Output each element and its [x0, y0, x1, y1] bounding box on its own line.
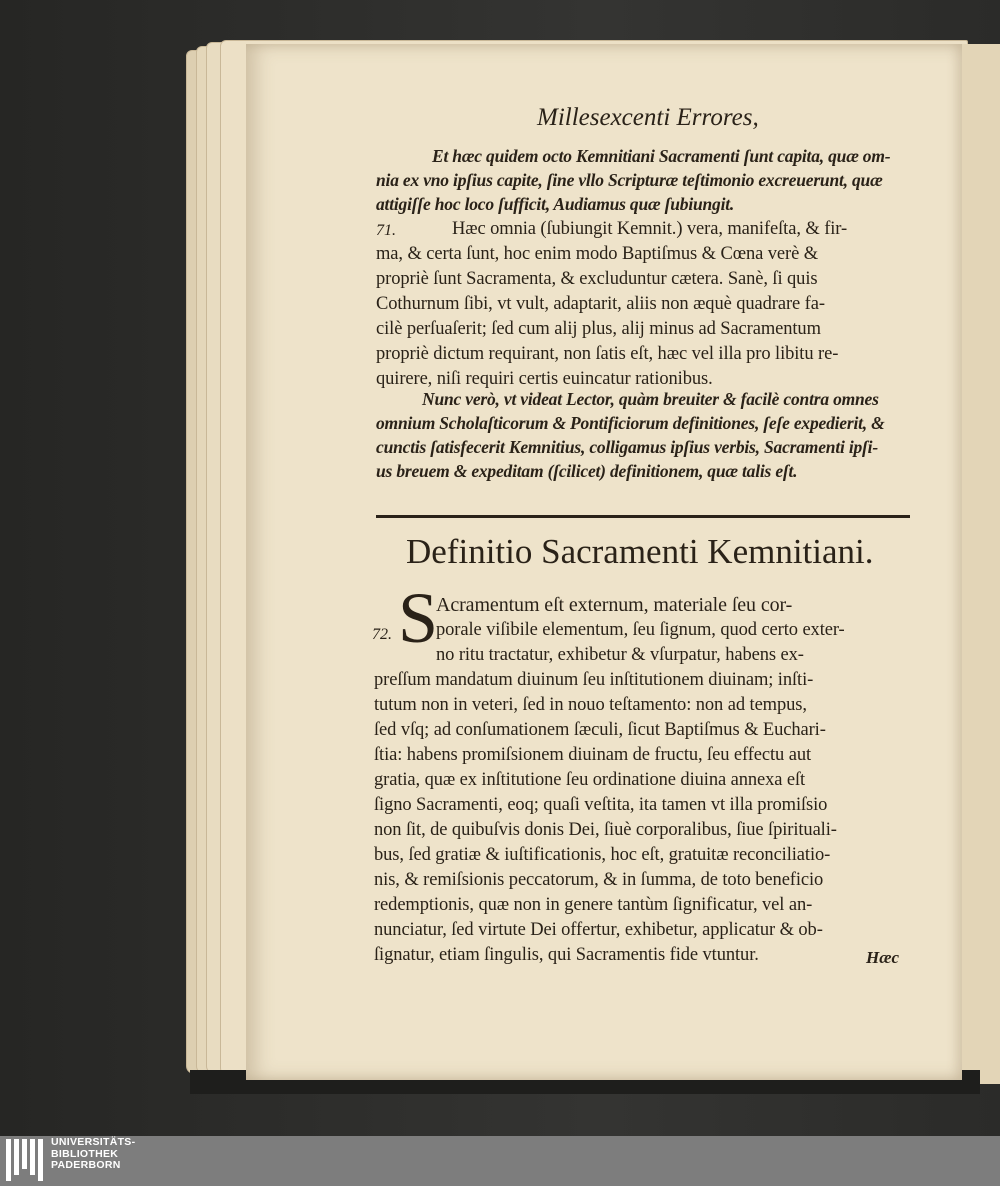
para71-line: propriè dictum requirant, non ſatis eſt, hæc vel illa pro libitu re- — [376, 344, 839, 364]
para72-line: nunciatur, ſed virtute Dei offertur, exhibetur, applicatur & ob- — [374, 920, 823, 940]
intro-line: attigiſſe hoc loco ſufficit, Audiamus quæ ſubiungit. — [376, 194, 735, 214]
para72-line: ſigno Sacramenti, eoq; quaſi veſtita, ita tamen vt illa promiſsio — [374, 795, 828, 815]
running-head: Millesexcenti Errores, — [537, 104, 759, 131]
para71-line: cilè perſuaſerit; ſed cum alij plus, alij minus ad Sacramentum — [376, 319, 821, 339]
para72-line: nis, & remiſsionis peccatorum, & in ſumma, de toto beneficio — [374, 870, 824, 890]
para72-line: ſtia: habens promiſsionem diuinam de fructu, ſeu effectu aut — [374, 745, 812, 765]
paragraph-number: 72. — [372, 626, 392, 643]
para72-line: porale viſibile elementum, ſeu ſignum, quod certo exter- — [436, 620, 845, 640]
para72-line: redemptionis, quæ non in genere tantùm ſignificatur, vel an- — [374, 895, 813, 915]
para72-line: preſſum mandatum diuinum ſeu inſtitutionem diuinam; inſti- — [374, 670, 814, 690]
para71-line: ma, & certa ſunt, hoc enim modo Baptiſmus & Cœna verè & — [376, 244, 819, 264]
para71-line: propriè ſunt Sacramenta, & excluduntur cætera. Sanè, ſi quis — [376, 269, 818, 289]
nunc-line: Nunc verò, vt videat Lector, quàm breuiter & facilè contra omnes — [422, 389, 879, 409]
nunc-line: omnium Scholaſticorum & Pontificiorum definitiones, ſeſe expedierit, & — [376, 413, 885, 433]
logo-line: BIBLIOTHEK — [51, 1147, 119, 1160]
para72-line: Acramentum eſt externum, materiale ſeu cor- — [436, 594, 793, 616]
para71-line: quirere, niſi requiri certis euincatur rationibus. — [376, 369, 713, 389]
library-logo-icon — [6, 1139, 46, 1181]
para72-line: ſignatur, etiam ſingulis, qui Sacramentis fide vtuntur. — [374, 945, 759, 965]
logo-line: UNIVERSITÄTS- — [51, 1136, 136, 1148]
nunc-line: us breuem & expeditam (ſcilicet) definitionem, quæ talis eſt. — [376, 461, 798, 481]
section-rule — [376, 515, 910, 518]
facing-page-edge — [958, 44, 1000, 1084]
para72-line: tutum non in veteri, ſed in nouo teſtamento: non ad tempus, — [374, 695, 807, 715]
para72-line: no ritu tractatur, exhibetur & vſurpatur, habens ex- — [436, 645, 804, 665]
para72-line: ſed vſq; ad conſumationem ſæculi, ſicut Baptiſmus & Euchari- — [374, 720, 826, 740]
library-footer-bar — [0, 1136, 1000, 1186]
para72-line: gratia, quæ ex inſtitutione ſeu ordinatione diuina annexa eſt — [374, 770, 806, 790]
para71-line: Cothurnum ſibi, vt vult, adaptarit, aliis non æquè quadrare fa- — [376, 294, 825, 314]
para72-line: non ſit, de quibuſvis donis Dei, ſiuè corporalibus, ſiue ſpirituali- — [374, 820, 837, 840]
nunc-line: cunctis ſatisfecerit Kemnitius, colligamus ipſius verbis, Sacramenti ipſi- — [376, 437, 878, 457]
para72-line: bus, ſed gratiæ & iuſtificationis, hoc eſt, gratuitæ reconciliatio- — [374, 845, 831, 865]
section-heading: Definitio Sacramenti Kemnitiani. — [406, 532, 874, 571]
logo-line: PADERBORN — [51, 1159, 121, 1171]
drop-cap: S — [398, 578, 439, 658]
paragraph-number: 71. — [376, 222, 396, 239]
intro-line: nia ex vno ipſius capite, ſine vllo Scripturæ teſtimonio excreuerunt, quæ — [376, 170, 883, 190]
library-logo-text — [51, 1137, 135, 1172]
para71-line: Hæc omnia (ſubiungit Kemnit.) vera, manifeſta, & fir- — [452, 219, 848, 239]
intro-line: Et hæc quidem octo Kemnitiani Sacramenti ſunt capita, quæ om- — [432, 146, 891, 166]
catchword: Hæc — [866, 948, 900, 967]
